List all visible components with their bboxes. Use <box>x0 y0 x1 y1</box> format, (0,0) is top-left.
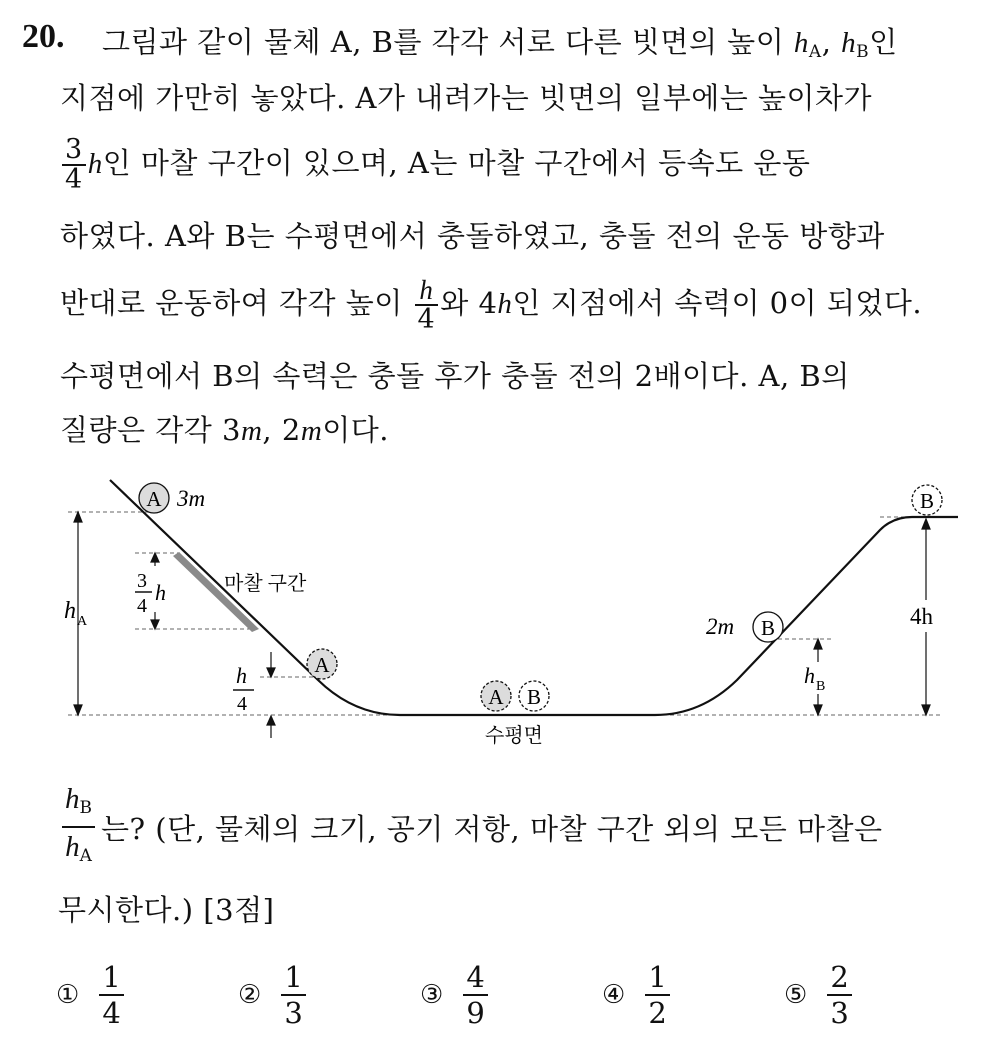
label-hA: h <box>64 598 76 624</box>
floor-label: 수평면 <box>485 725 543 747</box>
ball-A-return-label: A <box>314 653 330 677</box>
ball-B-start-label: B <box>760 616 776 640</box>
question-prompt: $\frac{h_B}{h_A}$ 는? (단, 물체의 크기, 공기 저항, 마찰 구간 외의 모든 마찰은 무시한다.) [3점] <box>60 780 960 929</box>
friction-frac-den: 4 <box>137 595 147 617</box>
question-line-7: 질량은 각각 3m, 2m이다. <box>60 413 390 447</box>
fraction-hB-over-hA: $\frac{h_B}{h_A}$ <box>62 780 95 874</box>
quarter-height-arrow <box>267 652 275 738</box>
label-hB-sub: B <box>816 679 826 694</box>
mass-B-label: 2m <box>706 614 735 639</box>
question-line-4: 하였다. A와 B는 수평면에서 충돌하였고, 충돌 전의 운동 방향과 <box>60 219 885 253</box>
friction-frac-num: 3 <box>137 570 147 592</box>
friction-label: 마찰 구간 <box>224 573 307 595</box>
label-4h: 4h <box>910 604 933 629</box>
quarter-num: h <box>236 663 247 688</box>
quarter-den: 4 <box>237 693 247 715</box>
choice-2[interactable]: ② $\frac{1}{3}$ <box>238 960 308 1030</box>
question-line-2: 지점에 가만히 놓았다. A가 내려가는 빗면의 일부에는 높이차가 <box>60 81 873 115</box>
choice-3[interactable]: ③ $\frac{4}{9}$ <box>420 960 490 1030</box>
hB-arrow <box>814 639 822 715</box>
ball-A-collision-label: A <box>488 685 504 709</box>
choice-1[interactable]: ① $\frac{1}{4}$ <box>56 960 126 1030</box>
answer-choices <box>56 960 956 1040</box>
prompt-line-2: 무시한다.) [3점] <box>58 893 275 927</box>
fraction-h-quarter: $\frac{h}{4}$ <box>415 276 439 334</box>
question-line-1: 그림과 같이 물체 A, B를 각각 서로 다른 빗면의 높이 $h_A$, $h_B$인 <box>102 25 898 62</box>
question-line-6: 수평면에서 B의 속력은 충돌 후가 충돌 전의 2배이다. A, B의 <box>60 359 850 393</box>
question-line-5: 반대로 운동하여 각각 높이 $\frac{h}{4}$ 와 4h인 지점에서 속력이 0이 되었다. <box>60 275 923 335</box>
choice-4[interactable]: ④ $\frac{1}{2}$ <box>602 960 672 1030</box>
ball-A-start-label: A <box>146 487 162 511</box>
label-hA-sub: A <box>77 614 88 629</box>
ball-B-collision-label: B <box>526 685 542 709</box>
question-number: 20. <box>22 18 65 55</box>
label-hB: h <box>804 663 815 688</box>
friction-frac-var: h <box>155 580 166 605</box>
choice-5[interactable]: ⑤ $\frac{2}{3}$ <box>784 960 854 1030</box>
fraction-three-quarters: $\frac{3}{4}$ <box>62 136 86 194</box>
ball-B-top-label: B <box>919 489 935 513</box>
mass-A-label: 3m <box>177 486 206 511</box>
question-line-3: $\frac{3}{4}$ h인 마찰 구간이 있으며, A는 마찰 구간에서 등속도 운동 <box>60 136 972 194</box>
